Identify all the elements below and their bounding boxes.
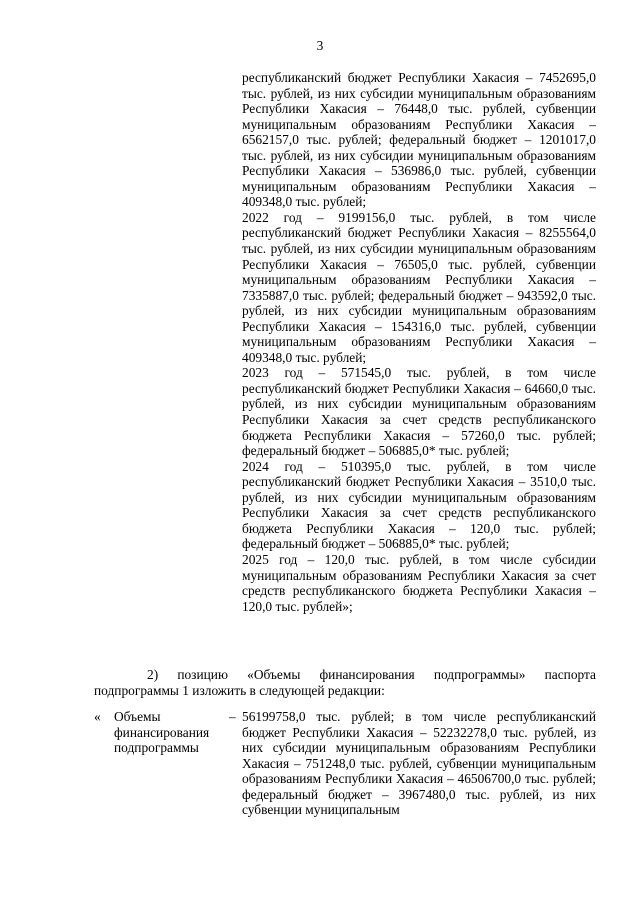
budget-paragraph-2022: 2022 год – 9199156,0 тыс. рублей, в том числе республиканский бюджет Республики Хакасия – 8255564,0 тыс. рублей, из них субсидии муниципальным образованиям Республики Хакасия – 76505,0 тыс. рублей, субвенции муниципальным образованиям Республики Хакасия – 7335887,0 тыс. рублей; федеральный бюджет – 943592,0 тыс. рублей, из них субсидии муниципальным образованиям Республики Хакасия – 154316,0 тыс. рублей, субвенции муниципальным образованиям Республики Хакасия – 409348,0 тыс. рублей; xyxy=(242,209,596,365)
opening-quote: « xyxy=(94,709,101,724)
page-number: 3 xyxy=(316,38,324,53)
row-dash: – xyxy=(229,709,236,724)
passport-table-row xyxy=(94,709,596,839)
amendment-item-2: 2) позицию «Объемы финансирования подпрограммы» паспорта подпрограммы 1 изложить в следующей редакции: xyxy=(94,667,596,698)
budget-paragraph-2023: 2023 год – 571545,0 тыс. рублей, в том числе республиканский бюджет Республики Хакасия – 64660,0 тыс. рублей, из них субсидии муниципальным образованиям Республики Хакасия за счет средств республиканского бюджета Республики Хакасия – 57260,0 тыс. рублей; федеральный бюджет – 506885,0* тыс. рублей; xyxy=(242,365,596,459)
budget-continuation xyxy=(242,70,596,614)
budget-paragraph-2021-tail: республиканский бюджет Республики Хакасия – 7452695,0 тыс. рублей, из них субсидии муниципальным образованиям Республики Хакасия – 76448,0 тыс. рублей, субвенции муниципальным образованиям Республики Хакасия – 6562157,0 тыс. рублей; федеральный бюджет – 1201017,0 тыс. рублей, из них субсидии муниципальным образованиям Республики Хакасия – 536986,0 тыс. рублей, субвенции муниципальным образованиям Республики Хакасия – 409348,0 тыс. рублей; xyxy=(242,70,596,210)
budget-paragraph-2024: 2024 год – 510395,0 тыс. рублей, в том числе республиканский бюджет Республики Хакасия – 3510,0 тыс. рублей, из них субсидии муниципальным образованиям Республики Хакасия за счет средств республиканского бюджета Республики Хакасия – 120,0 тыс. рублей; федеральный бюджет – 506885,0* тыс. рублей; xyxy=(242,458,596,552)
budget-paragraph-2025: 2025 год – 120,0 тыс. рублей, в том числе субсидии муниципальным образованиям Республики Хакасия за счет средств республиканского бюджета Республики Хакасия – 120,0 тыс. рублей»; xyxy=(242,551,596,614)
row-value: 56199758,0 тыс. рублей; в том числе республиканский бюджет Республики Хакасия – 52232278,0 тыс. рублей, из них субсидии муниципальным образованиям Республики Хакасия – 751248,0 тыс. рублей, субвенции муниципальным образованиям Республики Хакасия – 46506700,0 тыс. рублей; федеральный бюджет – 3967480,0 тыс. рублей, из них субвенции муниципальным xyxy=(242,709,596,817)
row-label: Объемы финансирования подпрограммы xyxy=(114,709,210,755)
